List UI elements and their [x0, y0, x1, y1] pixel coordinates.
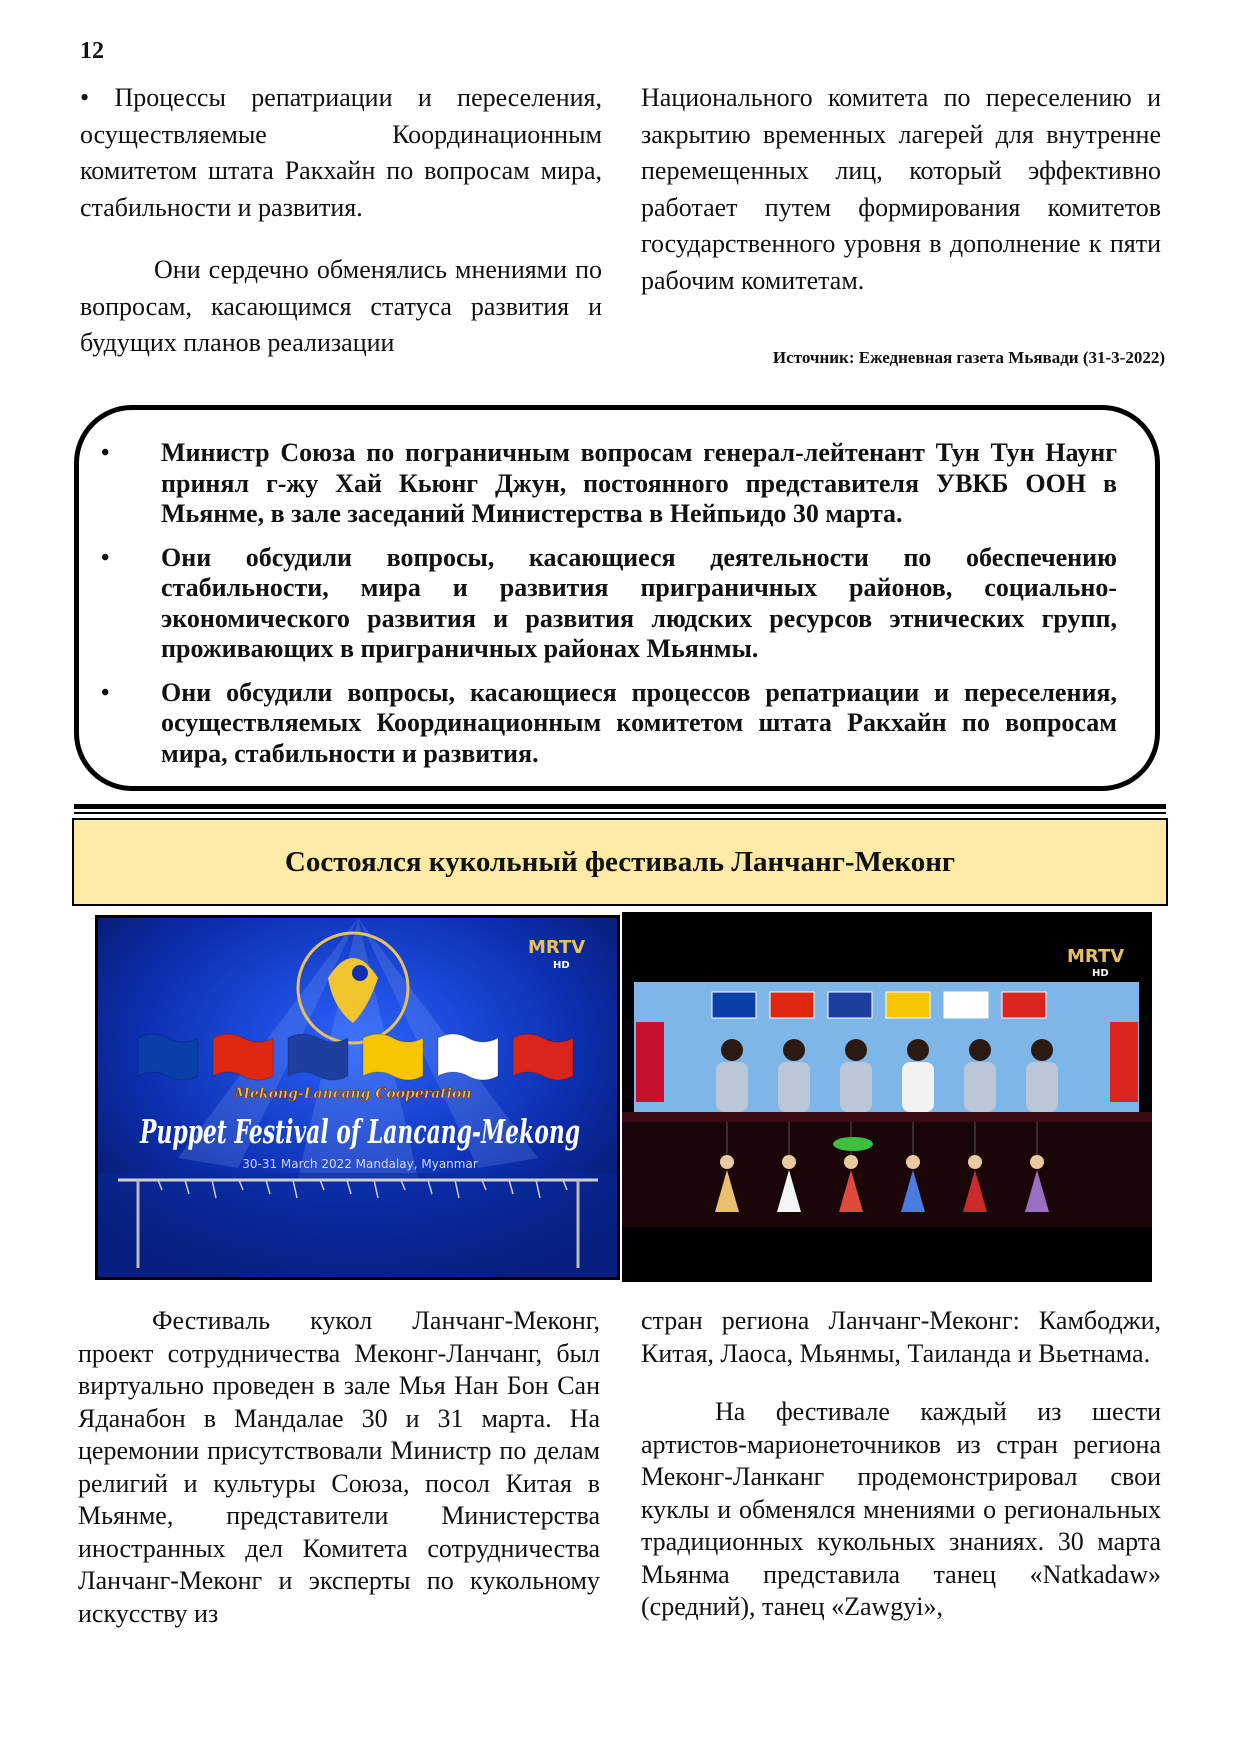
puppeteer-body	[964, 1062, 996, 1112]
flag	[363, 1034, 423, 1080]
puppeteer-body	[716, 1062, 748, 1112]
flag	[1110, 1022, 1138, 1102]
marionette-head	[906, 1155, 920, 1169]
festival-banner-photo	[95, 915, 620, 1280]
mrtv-logo: MRTV	[1067, 946, 1125, 967]
festival-date: 30-31 March 2022 Mandalay, Myanmar	[242, 1157, 478, 1171]
article-bottom-right-column	[641, 1305, 1161, 1624]
marionette-head	[1030, 1155, 1044, 1169]
marionette-head	[720, 1155, 734, 1169]
puppeteer-body	[902, 1062, 934, 1112]
body-paragraph: Национального комитета по переселению и закрытию временных лагерей для внутренне перемещенных лиц, который эффективно работает путем формирования комитетов государственного уровня в дополнение к пяти рабочим комитетам.	[641, 83, 1161, 295]
puppeteer-head	[721, 1039, 743, 1061]
article-top-left-column	[80, 80, 602, 362]
body-paragraph: Они сердечно обменялись мнениями по вопросам, касающимся статуса развития и будущих планов реализации	[80, 255, 602, 357]
flag	[138, 1034, 198, 1080]
body-paragraph: На фестивале каждый из шести артистов-марионеточников из стран региона Меконг-Ланканг продемонстрировал свои куклы и обменялся мнениями о региональных традиционных кукольных знаниях. 30 марта Мьянма представила танец «Natkadaw» (средний), танец «Zawgyi»,	[641, 1397, 1161, 1621]
flag	[438, 1034, 498, 1080]
mrtv-logo: MRTV	[528, 937, 586, 958]
mrtv-logo-sub: HD	[553, 960, 570, 971]
marionette-head	[968, 1155, 982, 1169]
mrtv-logo-sub: HD	[1092, 968, 1109, 979]
flag	[288, 1034, 348, 1080]
summary-item: • Министр Союза по пограничным вопросам генерал-лейтенант Тун Тун Наунг принял г-жу Хай Кьюнг Джун, постоянного представителя УВКБ ООН в Мьянме, в зале заседаний Министерства в Нейпьидо 30 марта.	[135, 438, 1117, 530]
source-citation: Источник: Ежедневная газета Мьявади (31-3-2022)	[772, 348, 1165, 367]
flag	[886, 992, 930, 1018]
flag	[770, 992, 814, 1018]
section-divider	[74, 804, 1166, 809]
page-number: 12	[80, 38, 104, 64]
body-paragraph: Фестиваль кукол Ланчанг-Меконг, проект сотрудничества Меконг-Ланчанг, был виртуально проведен в зале Мья Нан Бон Сан Яданабон в Мандалае 30 и 31 марта. На церемонии присутствовали Министр по делам религий и культуры Союза, посол Китая в Мьянме, представители Министерства иностранных дел Комитета сотрудничества Ланчанг-Меконг и эксперты по кукольному искусству из	[78, 1306, 600, 1628]
marionette-head	[844, 1155, 858, 1169]
puppeteer-body	[778, 1062, 810, 1112]
flag	[828, 992, 872, 1018]
puppet-performance-image	[622, 912, 1152, 1282]
flag	[513, 1034, 573, 1080]
puppet-performance-photo	[622, 912, 1152, 1282]
section-divider	[74, 812, 1166, 814]
summary-list	[135, 438, 1117, 769]
puppeteer-head	[845, 1039, 867, 1061]
flag	[712, 992, 756, 1018]
flag	[944, 992, 988, 1018]
summary-box	[74, 405, 1160, 791]
festival-banner-image	[98, 918, 617, 1277]
flag	[213, 1034, 273, 1080]
flag	[1002, 992, 1046, 1018]
puppeteer-head	[1031, 1039, 1053, 1061]
body-paragraph: стран региона Ланчанг-Меконг: Камбоджи, Китая, Лаоса, Мьянмы, Таиланда и Вьетнама.	[641, 1306, 1161, 1368]
article-bottom-left-column	[78, 1305, 600, 1630]
marionette-head	[782, 1155, 796, 1169]
article-top-right-column	[641, 80, 1161, 299]
umbrella-prop	[833, 1137, 873, 1151]
summary-item: • Они обсудили вопросы, касающиеся деятельности по обеспечению стабильности, мира и развития приграничных районов, социально-экономического развития и развития людских ресурсов этнических групп, проживающих в приграничных районах Мьянмы.	[135, 543, 1117, 665]
flag	[636, 1022, 664, 1102]
summary-item: • Они обсудили вопросы, касающиеся процессов репатриации и переселения, осуществляемых Координационным комитетом штата Ракхайн по вопросам мира, стабильности и развития.	[135, 678, 1117, 770]
puppeteer-body	[1026, 1062, 1058, 1112]
bullet-paragraph: • Процессы репатриации и переселения, осуществляемые Координационным комитетом штата Ракхайн по вопросам мира, стабильности и развития.	[80, 83, 602, 222]
cooperation-label: Mekong-Lancang Cooperation	[234, 1086, 472, 1102]
festival-title: Puppet Festival of Lancang-Mekong	[139, 1112, 580, 1151]
puppeteer-head	[907, 1039, 929, 1061]
puppeteer-body	[840, 1062, 872, 1112]
article-headline: Состоялся кукольный фестиваль Ланчанг-Меконг	[72, 818, 1168, 906]
puppeteer-head	[969, 1039, 991, 1061]
puppeteer-head	[783, 1039, 805, 1061]
